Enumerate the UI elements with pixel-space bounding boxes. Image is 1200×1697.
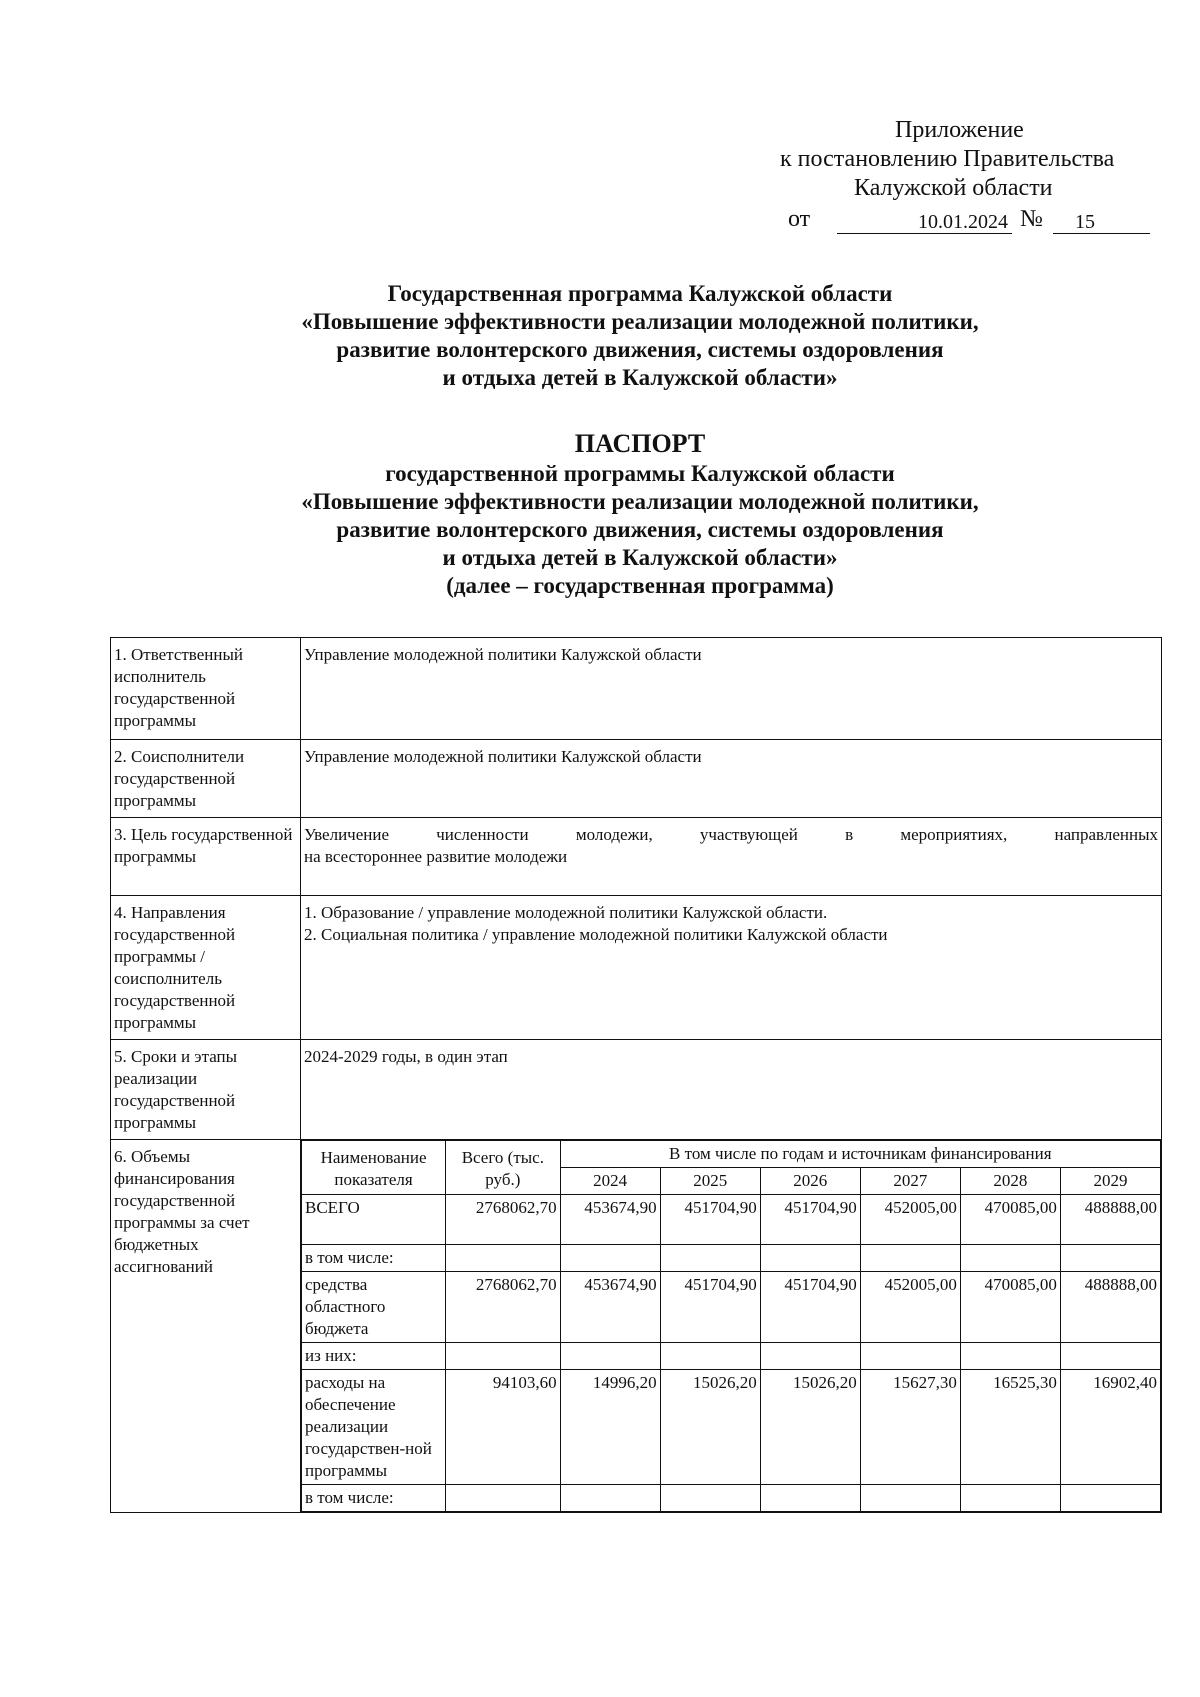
title-line: государственной программы Калужской области [385, 461, 895, 486]
finance-value: 470085,00 [960, 1272, 1060, 1343]
value-line: 1. Образование / управление молодежной политики Калужской области. [304, 903, 828, 922]
passport-row [111, 638, 1162, 740]
finance-row [302, 1272, 1161, 1343]
finance-value [760, 1485, 860, 1512]
title-line: «Повышение эффективности реализации молодежной политики, [301, 489, 979, 514]
finance-row-name: в том числе: [302, 1245, 446, 1272]
finance-row [302, 1195, 1161, 1245]
finance-value: 451704,90 [760, 1195, 860, 1245]
finance-header-row [302, 1141, 1161, 1168]
finance-value [760, 1343, 860, 1370]
passport-row [111, 896, 1162, 1040]
value-line: 2. Социальная политика / управление молодежной политики Калужской области [304, 925, 888, 944]
finance-value: 453674,90 [560, 1272, 660, 1343]
finance-table [301, 1140, 1161, 1512]
row-label: 1. Ответственный исполнитель государственной программы [111, 638, 301, 740]
finance-value: 470085,00 [960, 1195, 1060, 1245]
passport-row [111, 740, 1162, 818]
passport-row [111, 1040, 1162, 1140]
finance-row-total: 94103,60 [446, 1370, 561, 1485]
row-value: Управление молодежной политики Калужской области [301, 740, 1162, 818]
finance-value [960, 1343, 1060, 1370]
finance-value [1060, 1343, 1160, 1370]
value-line: Увеличение численности молодежи, участвующей в мероприятиях, направленных [304, 825, 1158, 844]
finance-row [302, 1343, 1161, 1370]
finance-value: 15026,20 [760, 1370, 860, 1485]
finance-value: 488888,00 [1060, 1272, 1160, 1343]
appendix-line: Калужской области [854, 175, 1053, 201]
resolution-date: 10.01.2024 [837, 211, 1012, 234]
finance-value [860, 1343, 960, 1370]
finance-value [560, 1343, 660, 1370]
finance-value: 453674,90 [560, 1195, 660, 1245]
finance-row-total [446, 1343, 561, 1370]
finance-value [660, 1485, 760, 1512]
finance-value [760, 1245, 860, 1272]
finance-value: 451704,90 [660, 1195, 760, 1245]
finance-value: 451704,90 [660, 1272, 760, 1343]
year-header: 2028 [960, 1168, 1060, 1195]
title-line: (далее – государственная программа) [446, 573, 834, 598]
year-header: 2026 [760, 1168, 860, 1195]
finance-value: 15627,30 [860, 1370, 960, 1485]
finance-value [660, 1343, 760, 1370]
row-value [301, 818, 1162, 896]
appendix-block [720, 116, 1150, 234]
finance-value [560, 1245, 660, 1272]
finance-value: 15026,20 [660, 1370, 760, 1485]
row-label: 6. Объемы финансирования государственной программы за счет бюджетных ассигнований [111, 1140, 301, 1513]
finance-value: 488888,00 [1060, 1195, 1160, 1245]
passport-heading: ПАСПОРТ [574, 429, 706, 458]
passport-title [100, 428, 1180, 600]
appendix-date-line [720, 205, 1150, 234]
year-header: 2025 [660, 1168, 760, 1195]
finance-row-total [446, 1485, 561, 1512]
row-value: 2024-2029 годы, в один этап [301, 1040, 1162, 1140]
finance-years-header: В том числе по годам и источникам финансирования [560, 1141, 1160, 1168]
finance-value [660, 1245, 760, 1272]
row-value [301, 896, 1162, 1040]
number-sign: № [1020, 206, 1043, 232]
finance-col-total: Всего (тыс. руб.) [446, 1141, 561, 1195]
passport-row [111, 818, 1162, 896]
row-label: 2. Соисполнители государственной программы [111, 740, 301, 818]
finance-value: 452005,00 [860, 1195, 960, 1245]
from-label: от [788, 206, 811, 232]
finance-value [1060, 1245, 1160, 1272]
finance-row-name: из них: [302, 1343, 446, 1370]
finance-row-total [446, 1245, 561, 1272]
title-line: и отдыха детей в Калужской области» [442, 365, 838, 390]
finance-value [960, 1485, 1060, 1512]
finance-value: 451704,90 [760, 1272, 860, 1343]
finance-value: 16902,40 [1060, 1370, 1160, 1485]
passport-row [111, 1140, 1162, 1513]
program-title [100, 280, 1180, 392]
finance-cell [301, 1140, 1162, 1513]
finance-row [302, 1370, 1161, 1485]
appendix-line: Приложение [895, 117, 1024, 143]
title-line: развитие волонтерского движения, системы оздоровления [336, 517, 944, 542]
title-line: и отдыха детей в Калужской области» [442, 545, 838, 570]
finance-value [1060, 1485, 1160, 1512]
finance-value [960, 1245, 1060, 1272]
finance-value [560, 1485, 660, 1512]
finance-value: 14996,20 [560, 1370, 660, 1485]
value-line: на всестороннее развитие молодежи [304, 847, 568, 866]
passport-table [110, 637, 1162, 1513]
finance-row [302, 1245, 1161, 1272]
year-header: 2029 [1060, 1168, 1160, 1195]
title-line: «Повышение эффективности реализации молодежной политики, [301, 309, 979, 334]
finance-value: 452005,00 [860, 1272, 960, 1343]
finance-row-name: ВСЕГО [302, 1195, 446, 1245]
row-label: 5. Сроки и этапы реализации государственной программы [111, 1040, 301, 1140]
row-label: 3. Цель государственной программы [111, 818, 301, 896]
title-line: Государственная программа Калужской области [387, 281, 893, 306]
appendix-line: к постановлению Правительства [780, 146, 1115, 172]
finance-row-name: средства областного бюджета [302, 1272, 446, 1343]
finance-value [860, 1245, 960, 1272]
finance-row-total: 2768062,70 [446, 1195, 561, 1245]
finance-value [860, 1485, 960, 1512]
title-line: развитие волонтерского движения, системы оздоровления [336, 337, 944, 362]
year-header: 2024 [560, 1168, 660, 1195]
finance-row [302, 1485, 1161, 1512]
row-label: 4. Направления государственной программы / соисполнитель государственной программы [111, 896, 301, 1040]
finance-value: 16525,30 [960, 1370, 1060, 1485]
finance-col-name: Наименование показателя [302, 1141, 446, 1195]
row-value: Управление молодежной политики Калужской области [301, 638, 1162, 740]
finance-row-total: 2768062,70 [446, 1272, 561, 1343]
finance-row-name: в том числе: [302, 1485, 446, 1512]
resolution-number: 15 [1053, 211, 1150, 234]
finance-row-name: расходы на обеспечение реализации государствен-ной программы [302, 1370, 446, 1485]
year-header: 2027 [860, 1168, 960, 1195]
